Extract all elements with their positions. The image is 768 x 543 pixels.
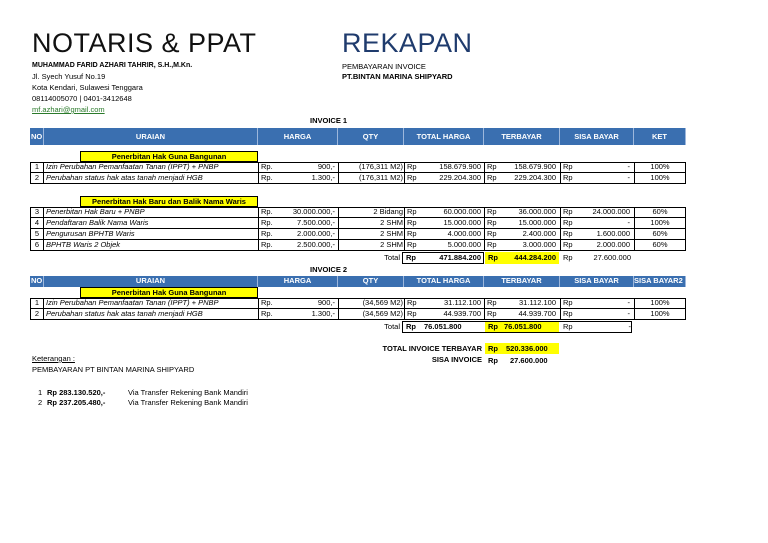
col-no: NO [30, 128, 44, 145]
section-header: Penerbitan Hak Baru dan Balik Nama Waris [80, 196, 258, 207]
row-no: 3 [31, 207, 44, 217]
row-total-rp: Rp [404, 162, 421, 172]
note-desc: Via Transfer Rekening Bank Mandiri [128, 388, 248, 397]
row-sisa-rp: Rp [560, 298, 577, 308]
row-ket: 60% [634, 229, 685, 239]
remaining-label: SISA INVOICE [431, 355, 482, 364]
row-total-rp: Rp [404, 218, 421, 228]
row-harga: 2.500.000,- [297, 240, 335, 249]
invoice1-title: INVOICE 1 [310, 116, 348, 125]
row-harga: 1.300,- [311, 173, 335, 182]
row-sisa-rp: Rp [560, 240, 577, 250]
row-qty: 2 SHM [338, 240, 403, 250]
row-bayar: 36.000.000 [518, 207, 556, 216]
row-ket: 60% [634, 207, 685, 217]
row-qty: (176,311 M2) [338, 162, 403, 172]
currency-rp: Rp [563, 253, 573, 262]
total-sisa-value: 27.600.000 [593, 253, 631, 262]
row-sisa-rp: Rp [560, 173, 577, 183]
row-no: 5 [31, 229, 44, 239]
notes-title: Keterangan : [32, 354, 75, 363]
row-no: 1 [31, 162, 44, 172]
row-no: 2 [31, 309, 44, 319]
col-sisa-bayar: SISA BAYAR [560, 128, 634, 145]
email-link[interactable]: mf.azhari@gmail.com [32, 105, 105, 114]
row-total: 60.000.000 [443, 207, 481, 216]
col-uraian: URAIAN [44, 276, 258, 287]
total-sisa-value: - [628, 322, 631, 331]
note-amount: Rp 237.205.480,- [47, 398, 106, 407]
row-uraian: Penerbitan Hak Baru + PNBP [46, 207, 145, 216]
row-sisa: 2.000.000 [596, 240, 630, 249]
col-ket: KET [634, 128, 686, 145]
address-line-2: Kota Kendari, Sulawesi Tenggara [32, 83, 143, 92]
row-ket: 60% [634, 240, 685, 250]
currency-rp: Rp [488, 356, 498, 365]
row-uraian: Perubahan status hak atas tanah menjadi HGB [46, 173, 203, 182]
row-ket: 100% [634, 309, 685, 319]
row-no: 2 [31, 173, 44, 183]
col-harga: HARGA [258, 276, 338, 287]
row-harga-rp: Rp. [258, 173, 277, 183]
col-harga: HARGA [258, 128, 338, 145]
total-harga-value: 471.884.200 [439, 253, 481, 262]
row-total: 15.000.000 [443, 218, 481, 227]
row-total: 4.000.000 [447, 229, 481, 238]
row-uraian: Perubahan status hak atas tanah menjadi HGB [46, 309, 203, 318]
notes-line: PEMBAYARAN PT BINTAN MARINA SHIPYARD [32, 365, 195, 374]
phone-line: 08114005070 | 0401-3412648 [32, 94, 132, 103]
row-qty: (176,311 M2) [338, 173, 403, 183]
row-bayar-rp: Rp [484, 240, 501, 250]
row-bayar: 15.000.000 [518, 218, 556, 227]
row-harga: 2.000.000,- [297, 229, 335, 238]
row-ket: 100% [634, 173, 685, 183]
col-terbayar: TERBAYAR [484, 276, 560, 287]
row-total: 229.204.300 [439, 173, 481, 182]
row-sisa-rp: Rp [560, 162, 577, 172]
address-line-1: Jl. Syech Yusuf No.19 [32, 72, 106, 81]
row-harga: 30.000.000,- [292, 207, 335, 216]
row-total: 5.000.000 [447, 240, 481, 249]
row-sisa: - [627, 162, 630, 171]
row-qty: (34,569 M2) [338, 309, 403, 319]
row-qty: 2 SHM [338, 218, 403, 228]
section-header: Penerbitan Hak Guna Bangunan [80, 151, 258, 162]
note-no: 1 [38, 388, 43, 397]
row-total-rp: Rp [404, 173, 421, 183]
row-sisa: - [627, 173, 630, 182]
total-harga-value: 76.051.800 [424, 322, 462, 331]
row-bayar-rp: Rp [484, 309, 501, 319]
notary-name: MUHAMMAD FARID AZHARI TAHRIR, S.H.,M.Kn. [32, 62, 193, 69]
col-no: NO [31, 276, 43, 285]
row-bayar-rp: Rp [484, 162, 501, 172]
row-sisa: - [627, 298, 630, 307]
row-total-rp: Rp [404, 240, 421, 250]
row-sisa-rp: Rp [560, 218, 577, 228]
row-bayar: 44.939.700 [518, 309, 556, 318]
total-label: Total [384, 253, 400, 262]
row-uraian: Pengurusan BPHTB Waris [46, 229, 135, 238]
row-total-rp: Rp [404, 229, 421, 239]
row-harga: 7.500.000,- [297, 218, 335, 227]
currency-rp: Rp [488, 322, 498, 331]
row-bayar-rp: Rp [484, 207, 501, 217]
row-harga-rp: Rp. [258, 298, 277, 308]
col-uraian: URAIAN [44, 128, 258, 145]
row-harga: 900,- [317, 162, 335, 171]
row-total: 158.679.900 [439, 162, 481, 171]
row-bayar: 158.679.900 [514, 162, 556, 171]
row-ket: 100% [634, 162, 685, 172]
row-harga: 1.300,- [311, 309, 335, 318]
row-sisa: - [627, 218, 630, 227]
currency-rp: Rp [406, 253, 416, 262]
subject-line-2: PT.BINTAN MARINA SHIPYARD [342, 72, 453, 81]
row-uraian: BPHTB Waris 2 Objek [46, 240, 121, 249]
total-terbayar-value: 444.284.200 [514, 253, 556, 262]
row-total-rp: Rp [404, 207, 421, 217]
row-total: 44.939.700 [443, 309, 481, 318]
col-sisa-bayar2: SISA BAYAR2 [634, 276, 686, 287]
total-paid-value: 520.336.000 [506, 344, 548, 353]
invoice2-title: INVOICE 2 [310, 265, 348, 274]
row-uraian: Izin Perubahan Pemanfaatan Tanan (IPPT) + PNBP [46, 162, 219, 171]
row-sisa-rp: Rp [560, 207, 577, 217]
note-no: 2 [38, 398, 43, 407]
currency-rp: Rp [488, 253, 498, 262]
row-sisa: 1.600.000 [596, 229, 630, 238]
row-bayar: 31.112.100 [519, 298, 556, 307]
row-bayar: 229.204.300 [514, 173, 556, 182]
row-sisa: 24.000.000 [592, 207, 630, 216]
col-qty: QTY [338, 128, 404, 145]
col-total-harga: TOTAL HARGA [404, 276, 484, 287]
total-label: Total [384, 322, 400, 331]
row-total: 31.112.100 [444, 298, 481, 307]
total-paid-label: TOTAL INVOICE TERBAYAR [382, 344, 482, 353]
note-desc: Via Transfer Rekening Bank Mandiri [128, 398, 248, 407]
doc-title: NOTARIS & PPAT [32, 28, 257, 58]
row-ket: 100% [634, 218, 685, 228]
row-ket: 100% [634, 298, 685, 308]
row-qty: 2 SHM [338, 229, 403, 239]
subject-line-1: PEMBAYARAN INVOICE [342, 62, 426, 71]
row-harga: 900,- [317, 298, 335, 307]
row-no: 6 [31, 240, 44, 250]
row-harga-rp: Rp. [258, 240, 277, 250]
row-harga-rp: Rp. [258, 229, 277, 239]
row-sisa: - [627, 309, 630, 318]
row-bayar-rp: Rp [484, 298, 501, 308]
row-harga-rp: Rp. [258, 218, 277, 228]
row-bayar: 3.000.000 [522, 240, 556, 249]
total-terbayar-value: 76.051.800 [504, 322, 542, 331]
currency-rp: Rp [488, 344, 498, 353]
row-qty: (34,569 M2) [338, 298, 403, 308]
row-sisa-rp: Rp [560, 309, 577, 319]
row-uraian: Izin Perubahan Pemanfaatan Tanan (IPPT) + PNBP [46, 298, 219, 307]
row-harga-rp: Rp. [258, 162, 277, 172]
row-bayar: 2.400.000 [522, 229, 556, 238]
col-sisa-bayar: SISA BAYAR [560, 276, 634, 287]
row-bayar-rp: Rp [484, 229, 501, 239]
currency-rp: Rp [406, 322, 416, 331]
rekapan-title: REKAPAN [342, 28, 473, 58]
section-header: Penerbitan Hak Guna Bangunan [80, 287, 258, 298]
row-bayar-rp: Rp [484, 173, 501, 183]
row-qty: 2 Bidang [338, 207, 403, 217]
col-qty: QTY [338, 276, 404, 287]
row-harga-rp: Rp. [258, 309, 277, 319]
col-total-harga: TOTAL HARGA [404, 128, 484, 145]
col-terbayar: TERBAYAR [484, 128, 560, 145]
row-bayar-rp: Rp [484, 218, 501, 228]
row-no: 1 [31, 298, 44, 308]
row-sisa-rp: Rp [560, 229, 577, 239]
remaining-value: 27.600.000 [510, 356, 548, 365]
row-no: 4 [31, 218, 44, 228]
row-total-rp: Rp [404, 298, 421, 308]
currency-rp: Rp [563, 322, 573, 331]
row-total-rp: Rp [404, 309, 421, 319]
row-harga-rp: Rp. [258, 207, 277, 217]
note-amount: Rp 283.130.520,- [47, 388, 106, 397]
row-uraian: Pendaftaran Balik Nama Waris [46, 218, 149, 227]
